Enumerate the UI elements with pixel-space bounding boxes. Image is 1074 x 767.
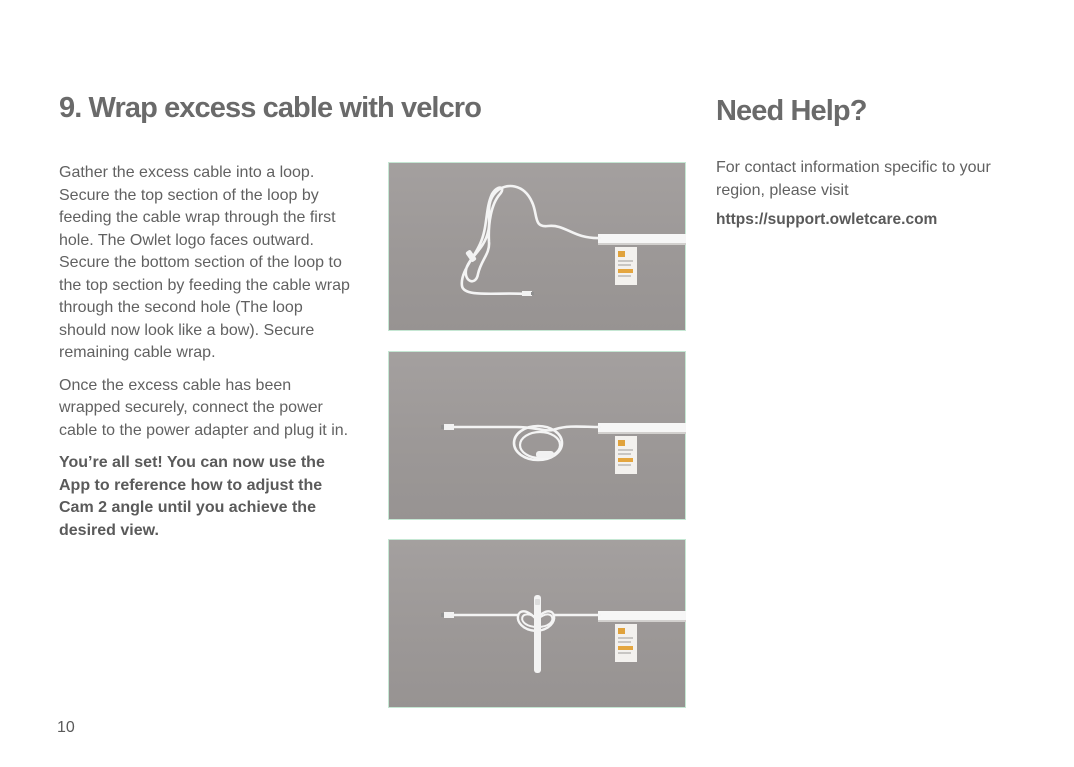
help-text: For contact information specific to your region, please visit: [716, 159, 991, 199]
help-title: Need Help?: [716, 95, 867, 127]
help-section: [716, 157, 1016, 229]
instructions: [59, 162, 351, 552]
instruction-paragraph-1: Gather the excess cable into a loop. Secure the top section of the loop by feeding the cable wrap through the first hole. The Owlet logo faces outward. Secure the bottom section of the loop to the top section by feeding the cable wrap through the second hole (The loop should now look like a bow). Secure remaining cable wrap.: [59, 164, 350, 361]
instruction-paragraph-2: Once the excess cable has been wrapped securely, connect the power cable to the power adapter and plug it in.: [59, 376, 349, 439]
step-title: 9. Wrap excess cable with velcro: [59, 92, 482, 124]
page-number: 10: [57, 719, 75, 736]
completion-callout: You’re all set! You can now use the App to reference how to adjust the Cam 2 angle until you achieve the desired view.: [59, 454, 325, 539]
support-link[interactable]: https://support.owletcare.com: [716, 211, 938, 228]
photo-loose-cable: [388, 162, 686, 331]
photo-coiled-cable: [388, 351, 686, 520]
photo-wrapped-cable: [388, 539, 686, 708]
